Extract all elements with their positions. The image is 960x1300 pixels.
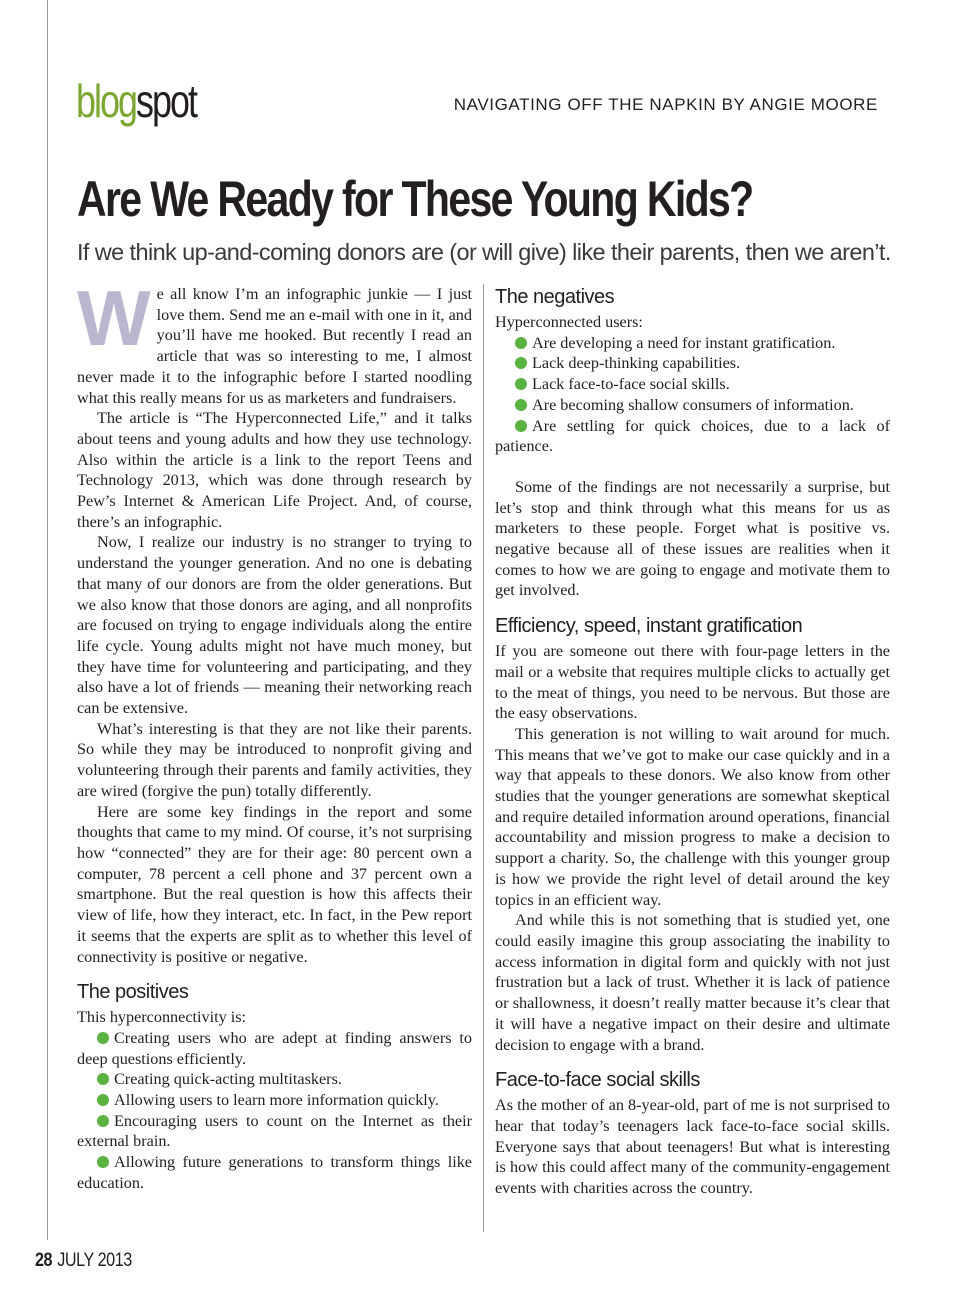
intro-paragraph-1 bbox=[77, 274, 472, 408]
logo-blog-text: blog bbox=[76, 75, 137, 127]
positives-heading: The positives bbox=[77, 981, 189, 1004]
blogspot-logo bbox=[76, 75, 197, 127]
efficiency-paragraph-3: And while this is not something that is studied yet, one could easily imagine this group associating the inability to access information in digital form and quickly with not just frustration but a lack of trust. Whether it is lack of patience or shallowness, it doesn’t really matter because it’s clear that it will have a negative impact on their desire and ultimate decision to engage with a brand. bbox=[495, 911, 890, 1054]
bullet-icon bbox=[515, 378, 527, 390]
list-item: Creating users who are adept at finding answers to deep questions efficiently. bbox=[77, 1028, 472, 1068]
list-item: Allowing future generations to transform things like education. bbox=[77, 1153, 472, 1192]
efficiency-paragraph-1: If you are someone out there with four-page letters in the mail or a website that requires multiple clicks to actually get to the meat of things, you need to be nervous. But those are the easy observations. bbox=[495, 642, 890, 723]
intro-paragraph-1-text: e all know I’m an infographic junkie — I just love them. Send me an e-mail with one in it, and you’ll have me hooked. But recently I read an article that was so interesting to me, I almost never made it to the infographic before I started noodling what this really means for us as marketers and fundraisers. bbox=[77, 285, 472, 407]
intro-paragraph-2: The article is “The Hyperconnected Life,” and it talks about teens and young adults and how they use technology. Also within the article is a link to the report Teens and Technology 2013, which was done through research by Pew’s Internet & American Life Project. And, of course, there’s an infographic. bbox=[77, 409, 472, 531]
page-number: 28 bbox=[35, 1250, 53, 1271]
list-item: Lack face-to-face social skills. bbox=[495, 374, 890, 395]
list-item: Allowing users to learn more information quickly. bbox=[77, 1090, 472, 1111]
intro-paragraph-4: What’s interesting is that they are not like their parents. So while they may be introduced to nonprofit giving and volunteering through their parents and family activities, they are wired (forgive the pun) totally differently. bbox=[77, 719, 472, 800]
article-subtitle: If we think up-and-coming donors are (or will give) like their parents, then we aren’t. bbox=[77, 239, 891, 265]
article-title: Are We Ready for These Young Kids? bbox=[77, 171, 753, 227]
column-byline: NAVIGATING OFF THE NAPKIN BY ANGIE MOORE bbox=[453, 95, 878, 114]
intro-paragraph-3: Now, I realize our industry is no stranger to trying to understand the younger generation. And no one is debating that many of our donors are from the older generations. But we also know that those donors are aging, and all nonprofits are focused on trying to engage individuals along the entire life cycle. Young adults might not have much money, but they have time for volunteering and participating, and they also have a lot of friends — meaning their networking reach can be extensive. bbox=[77, 533, 472, 718]
list-item: Encouraging users to count on the Internet as their external brain. bbox=[77, 1111, 472, 1151]
bullet-icon bbox=[515, 357, 527, 369]
negatives-list bbox=[495, 333, 890, 457]
positives-list bbox=[77, 1028, 472, 1194]
face-to-face-paragraph-1: As the mother of an 8-year-old, part of me is not surprised to hear that today’s teenagers lack face-to-face social skills. Everyone says that about teenagers! But what is interesting is how this could affect many of the community-engagement events with charities across the country. bbox=[495, 1096, 890, 1198]
bullet-icon bbox=[97, 1115, 109, 1127]
issue-date: JULY 2013 bbox=[57, 1250, 132, 1271]
bullet-icon bbox=[515, 399, 527, 411]
page-folio bbox=[35, 1250, 132, 1272]
bullet-icon bbox=[515, 420, 527, 432]
list-item: Lack deep-thinking capabilities. bbox=[495, 353, 890, 374]
list-item: Are developing a need for instant gratification. bbox=[495, 333, 890, 354]
negatives-lead: Hyperconnected users: bbox=[495, 313, 643, 331]
positives-lead: This hyperconnectivity is: bbox=[77, 1008, 247, 1027]
negatives-heading: The negatives bbox=[495, 286, 615, 308]
list-item: Are settling for quick choices, due to a lack of patience. bbox=[495, 416, 890, 456]
bullet-icon bbox=[515, 337, 527, 349]
negatives-followup: Some of the findings are not necessarily a surprise, but let’s stop and think through what this means for us as marketers to these people. Forget what is positive vs. negative because all of these issues are realities when it comes to how we are going to engage and motivate them to get involved. bbox=[495, 477, 890, 600]
left-margin-rule bbox=[47, 0, 48, 1240]
bullet-icon bbox=[97, 1073, 109, 1085]
right-column bbox=[495, 286, 890, 1199]
list-item: Creating quick-acting multitaskers. bbox=[77, 1069, 472, 1090]
logo-spot-text: spot bbox=[136, 75, 197, 127]
bullet-icon bbox=[97, 1156, 109, 1168]
bullet-icon bbox=[97, 1032, 109, 1044]
list-item: Are becoming shallow consumers of information. bbox=[495, 395, 890, 416]
bullet-icon bbox=[97, 1094, 109, 1106]
efficiency-paragraph-2: This generation is not willing to wait around for much. This means that we’ve got to make our case quickly and in a way that appeals to these donors. We also know from other studies that the younger generations are somewhat skeptical and require detailed information around operations, financial accountability and mission progress to make a decision to support a charity. So, the challenge with this younger group is how we provide the right level of detail around the key topics in an efficient way. bbox=[495, 724, 890, 909]
column-divider bbox=[483, 284, 484, 1232]
intro-paragraph-5: Here are some key findings in the report and some thoughts that came to my mind. Of course, it’s not surprising how “connected” they are for their age: 80 percent own a computer, 78 percent a cell phone and 37 percent own a smartphone. But the real question is how this affects their view of life, how they interact, etc. In fact, in the Pew report it seems that the experts are split as to whether this level of connectivity is positive or negative. bbox=[77, 802, 472, 966]
efficiency-heading: Efficiency, speed, instant gratification bbox=[495, 615, 803, 638]
drop-cap: W bbox=[77, 274, 151, 362]
spacer bbox=[495, 457, 890, 477]
left-column bbox=[77, 274, 472, 1194]
face-to-face-heading: Face-to-face social skills bbox=[495, 1069, 700, 1092]
